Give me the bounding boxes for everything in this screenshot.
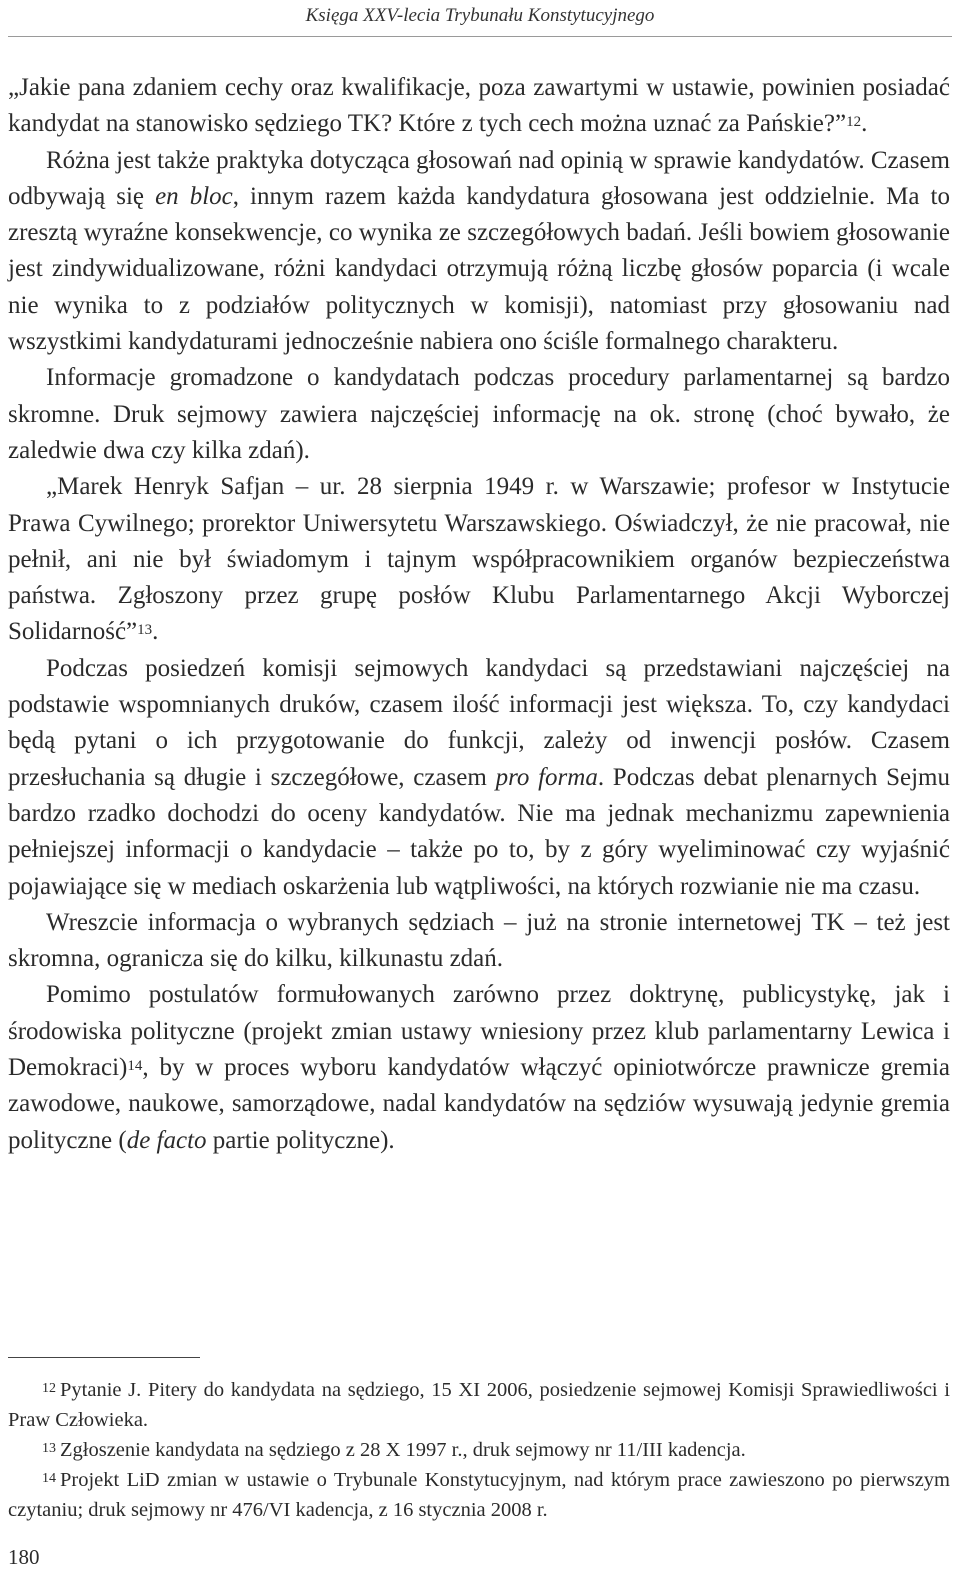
paragraph-text: Pomimo postulatów formułowanych zarówno przez doktrynę, publicystykę, jak i środowiska polityczne (projekt zmian ustawy wniesiony przez klub parlamentarny Lewica i Demokraci) [8, 981, 950, 1082]
italic-term: pro forma [495, 763, 598, 791]
italic-term: en bloc [155, 182, 233, 210]
paragraph-postulates [8, 977, 950, 1158]
paragraph-text: Podczas posiedzeń komisji sejmowych kandydaci są przedstawiani najczęściej na podstawie wspomnianych druków, czasem ilość informacji jest większa. To, czy kandydaci będą pytani o ich przygotowanie do funkcji, zależy od inwencji posłów. Czasem przesłuchania są długie i szczegółowe, czasem [8, 654, 950, 791]
paragraph-information [8, 360, 950, 469]
footnotes [8, 1375, 950, 1525]
paragraph-voting-practice [8, 143, 950, 361]
quote-text: „Jakie pana zdaniem cechy oraz kwalifikacje, poza zawartymi w ustawie, powinien posiadać kandydat na stanowisko sędziego TK? Które z tych cech można uznać za Pańskie?” [8, 74, 950, 138]
paragraph-text: , by w proces wyboru kandydatów włączyć opiniotwórcze prawnicze gremia zawodowe, naukowe, samorządowe, nadal kandydatów na sędziów wysuwają jedynie gremia polityczne ( [8, 1054, 950, 1154]
page-number: 180 [8, 1545, 40, 1569]
footnote-text: Pytanie J. Pitery do kandydata na sędziego, 15 XI 2006, posiedzenie sejmowej Komisji Sprawiedliwości i Praw Człowieka. [8, 1379, 950, 1431]
footnote-number: 13 [42, 1441, 56, 1456]
header-divider [8, 36, 952, 37]
footnote-ref-14[interactable]: 14 [127, 1058, 143, 1075]
footnote-text: Zgłoszenie kandydata na sędziego z 28 X 1997 r., druk sejmowy nr 11/III kadencja. [60, 1439, 746, 1461]
main-text [8, 70, 950, 1159]
footnote-ref-13[interactable]: 13 [137, 622, 153, 639]
paragraph-quote-safjan [8, 469, 950, 650]
footnote-13 [8, 1435, 950, 1465]
paragraph-text: Wreszcie informacja o wybranych sędziach – już na stronie internetowej TK – też jest skromna, ogranicza się do kilku, kilkunastu zdań. [8, 908, 950, 973]
footnote-ref-12[interactable]: 12 [846, 114, 862, 131]
paragraph-text: partie polityczne). [206, 1126, 395, 1154]
running-header: Księga XXV-lecia Trybunału Konstytucyjnego [305, 5, 655, 26]
italic-term: de facto [126, 1126, 207, 1154]
paragraph-text: Informacje gromadzone o kandydatach podczas procedury parlamentarnej są bardzo skromne. Druk sejmowy zawiera najczęściej informację na ok. stronę (choć bywało, że zaledwie dwa czy kilka zdań). [8, 364, 950, 464]
quote-text: „Marek Henryk Safjan – ur. 28 sierpnia 1949 r. w Warszawie; profesor w Instytucie Prawa Cywilnego; prorektor Uniwersytetu Warszawskiego. Oświadczył, że nie pracował, nie pełnił, ani nie był świadomym i tajnym współpracownikiem organów bezpieczeństwa państwa. Zgłoszony przez grupę posłów Klubu Parlamentarnego Akcji Wyborczej Solidarność” [8, 473, 950, 646]
paragraph-text: Różna jest także praktyka dotycząca głosowań nad opinią w sprawie kandydatów. Czasem odbywają się [8, 146, 950, 210]
footnote-number: 12 [42, 1381, 56, 1396]
paragraph-text: . Podczas debat plenarnych Sejmu bardzo rzadko dochodzi do oceny kandydatów. Nie ma jednak mechanizmu zapewnienia pełniejszej informacji o kandydacie – także po to, by z góry wyeliminować czy wyjaśnić pojawiające się w mediach oskarżenia lub wątpliwości, na których rozwianie nie ma czasu. [8, 763, 950, 900]
quote-tail: . [152, 618, 159, 646]
footnote-text: Projekt LiD zmian w ustawie o Trybunale Konstytucyjnym, nad którym prace zawieszono po pierwszym czytaniu; druk sejmowy nr 476/VI kadencja, z 16 stycznia 2008 r. [8, 1469, 950, 1521]
paragraph-committee-sessions [8, 651, 950, 905]
paragraph-quote-questions [8, 70, 950, 143]
paragraph-website-info [8, 905, 950, 978]
footnote-14 [8, 1465, 950, 1525]
footnote-number: 14 [42, 1471, 56, 1486]
footnote-divider [8, 1357, 200, 1358]
paragraph-text: , innym razem każda kandydatura głosowana jest oddzielnie. Ma to zresztą wyraźne konsekwencje, co wynika ze szczegółowych badań. Jeśli bowiem głosowanie jest zindywidualizowane, różni kandydaci otrzymują różną liczbę głosów poparcia (i wcale nie wynika to z podziałów politycznych w komisji), natomiast przy głosowaniu nad wszystkimi kandydaturami jednocześnie nabiera ono ściśle formalnego charakteru. [8, 182, 950, 356]
footnote-12 [8, 1375, 950, 1435]
quote-tail: . [861, 110, 868, 138]
